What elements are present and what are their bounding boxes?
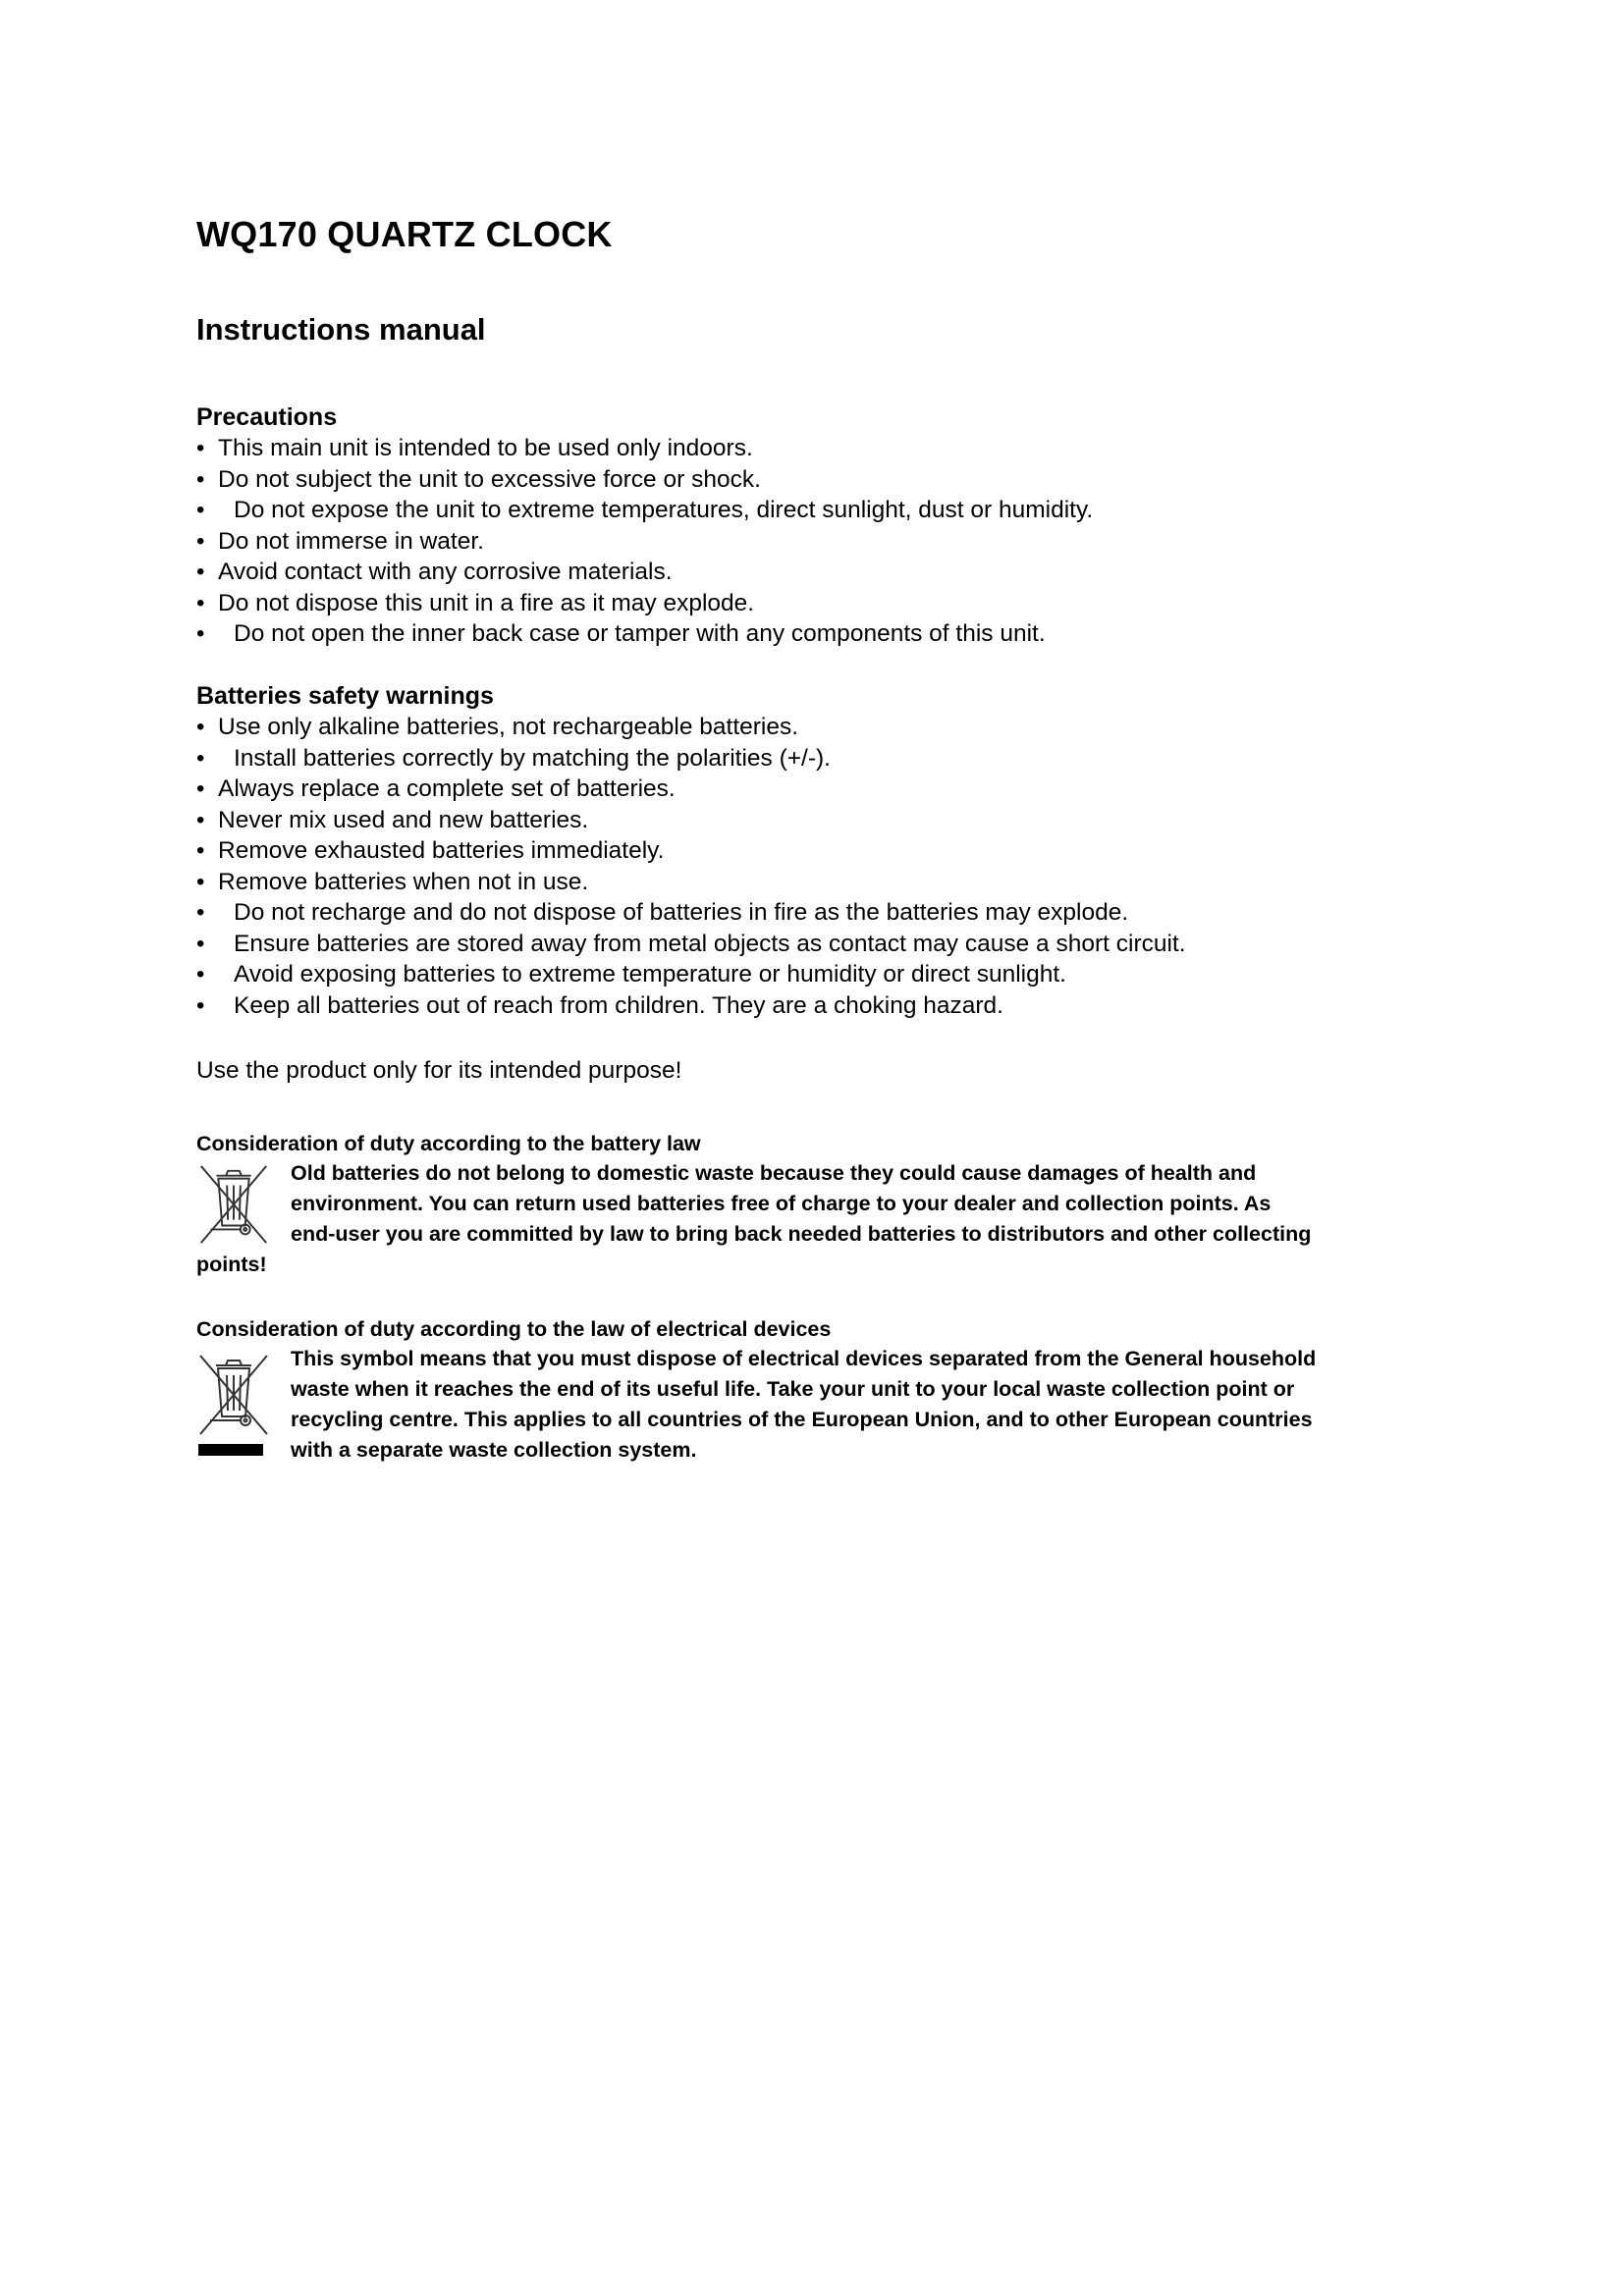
precautions-section — [196, 401, 1434, 650]
crossed-out-wheelie-bin-with-bar-icon — [196, 1350, 271, 1458]
list-item: • Do not recharge and do not dispose of batteries in fire as the batteries may explode. — [196, 899, 1129, 926]
list-item: • Remove exhausted batteries immediately. — [196, 837, 665, 864]
intended-use-note: Use the product only for its intended purpose! — [196, 1057, 682, 1084]
batteries-section — [196, 680, 1434, 1021]
list-item: • Use only alkaline batteries, not rechargeable batteries. — [196, 714, 799, 740]
electrical-law-text: This symbol means that you must dispose of electrical devices separated from the General household waste when it reaches the end of its useful life. Take your unit to your local waste collection point or recycling centre. This applies to all countries of the European Union, and to other European countries with a separate waste collection system. — [291, 1347, 1317, 1462]
document-subtitle: Instructions manual — [196, 312, 486, 347]
list-item: • Keep all batteries out of reach from children. They are a choking hazard. — [196, 991, 1003, 1019]
document-title: WQ170 QUARTZ CLOCK — [196, 214, 613, 254]
list-item: • Install batteries correctly by matching the polarities (+/-). — [196, 744, 831, 772]
electrical-law-section — [196, 1314, 1434, 1466]
precautions-heading: Precautions — [196, 403, 338, 431]
batteries-heading: Batteries safety warnings — [196, 682, 494, 710]
list-item: • Do not subject the unit to excessive force or shock. — [196, 465, 761, 493]
battery-law-trail: points! — [196, 1253, 267, 1276]
battery-law-heading: Consideration of duty according to the battery law — [196, 1132, 701, 1155]
electrical-law-heading: Consideration of duty according to the law of electrical devices — [196, 1317, 832, 1341]
crossed-out-wheelie-bin-icon — [196, 1162, 271, 1249]
list-item: • Avoid contact with any corrosive materials. — [196, 559, 673, 585]
batteries-list — [196, 712, 1434, 1021]
list-item: • Always replace a complete set of batteries. — [196, 775, 676, 802]
list-item: • Ensure batteries are stored away from metal objects as contact may cause a short circuit. — [196, 930, 1186, 957]
list-item: • Avoid exposing batteries to extreme temperature or humidity or direct sunlight. — [196, 961, 1066, 988]
list-item: • Do not open the inner back case or tamper with any components of this unit. — [196, 620, 1046, 647]
list-item: • Remove batteries when not in use. — [196, 868, 589, 895]
precautions-list — [196, 433, 1434, 650]
battery-law-text: Old batteries do not belong to domestic waste because they could cause damages of health and environment. You can return used batteries free of charge to your dealer and collection points. As end-user you are committed by law to bring back needed batteries to distributors and other collecting — [291, 1161, 1312, 1246]
list-item: • This main unit is intended to be used only indoors. — [196, 435, 753, 461]
list-item: • Do not immerse in water. — [196, 527, 484, 555]
battery-law-body — [196, 1158, 1434, 1280]
list-item: • Do not expose the unit to extreme temperatures, direct sunlight, dust or humidity. — [196, 497, 1094, 523]
battery-law-section — [196, 1129, 1434, 1280]
list-item: • Do not dispose this unit in a fire as it may explode. — [196, 589, 755, 616]
list-item: • Never mix used and new batteries. — [196, 806, 589, 833]
electrical-law-body — [196, 1344, 1434, 1466]
